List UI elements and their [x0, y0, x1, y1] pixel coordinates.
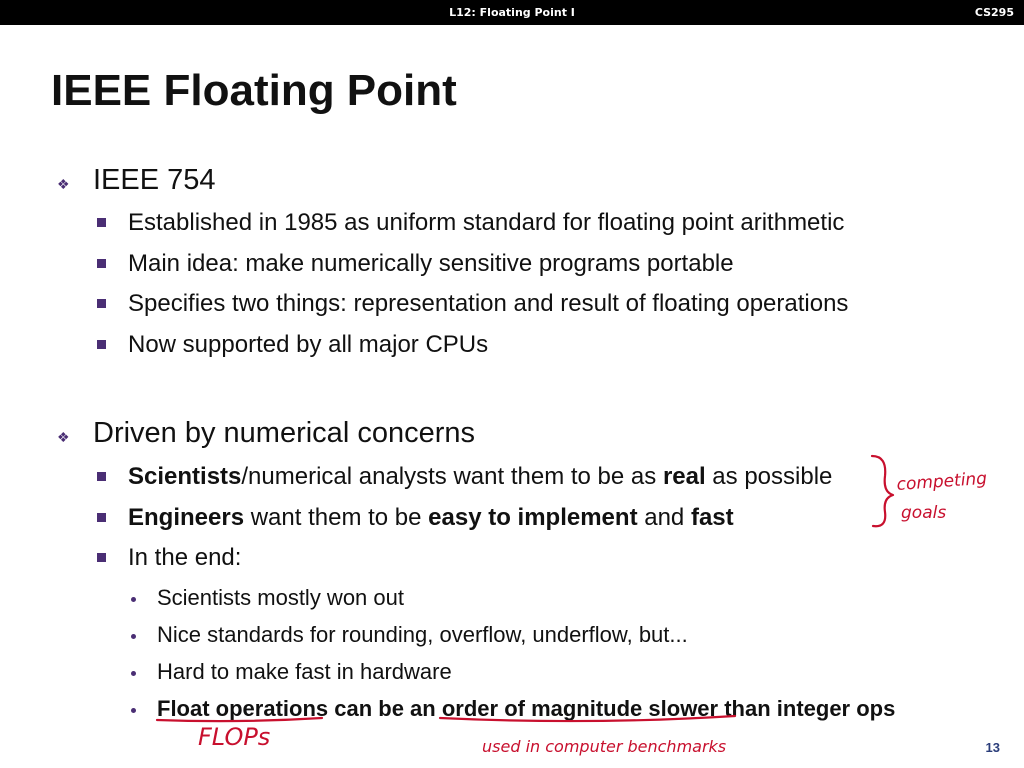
- bold-scientists: Scientists: [128, 463, 242, 490]
- subsub-bullet-scientists-won: Scientists mostly won out: [157, 585, 404, 610]
- bold-engineers: Engineers: [128, 504, 245, 531]
- sub-bullet-established: Established in 1985 as uniform standard for floating point arithmetic: [128, 209, 845, 236]
- bold-real: real: [662, 463, 706, 490]
- bold-fast: fast: [690, 504, 734, 531]
- bullet-driven-by-concerns: Driven by numerical concerns: [93, 417, 475, 449]
- text-segment: /numerical analysts want them to be as: [241, 463, 663, 490]
- subsub-bullet-hard-to-make-fast: Hard to make fast in hardware: [157, 659, 452, 684]
- note-goals: goals: [901, 503, 947, 523]
- text-order-of-magnitude: order of magnitude slower: [441, 696, 719, 721]
- note-flops: FLOPs: [198, 723, 271, 751]
- sub-bullet-main-idea: Main idea: make numerically sensitive programs portable: [128, 250, 734, 277]
- underline-order-of-magnitude-ink: [440, 716, 735, 721]
- diamond-bullet-icon: ❖: [57, 176, 70, 192]
- lecture-title: L12: Floating Point I: [449, 6, 575, 19]
- page-number: 13: [985, 740, 1000, 755]
- text-segment: can be an: [328, 696, 442, 721]
- diamond-bullet-icon: ❖: [57, 429, 70, 445]
- curly-brace-ink: [872, 456, 893, 526]
- text-segment: as possible: [705, 463, 833, 490]
- bullet-ieee-754: IEEE 754: [93, 164, 216, 196]
- course-code: CS295: [974, 6, 1014, 19]
- text-segment: and: [637, 504, 691, 531]
- sub-bullet-specifies: Specifies two things: representation and result of floating operations: [128, 290, 849, 317]
- sub-bullet-cpus: Now supported by all major CPUs: [128, 331, 489, 358]
- subsub-bullet-nice-standards: Nice standards for rounding, overflow, underflow, but...: [157, 622, 688, 647]
- note-benchmarks: used in computer benchmarks: [482, 737, 727, 756]
- bold-easy-to-implement: easy to implement: [428, 504, 638, 531]
- underline-float-operations-ink: [157, 718, 322, 721]
- text-float-operations: Float operations: [157, 696, 329, 721]
- slide-title: IEEE Floating Point: [51, 66, 457, 115]
- text-segment: want them to be: [244, 504, 429, 531]
- sub-bullet-in-the-end: In the end:: [128, 544, 242, 571]
- text-segment: than integer ops: [718, 696, 896, 721]
- note-competing: competing: [895, 468, 988, 495]
